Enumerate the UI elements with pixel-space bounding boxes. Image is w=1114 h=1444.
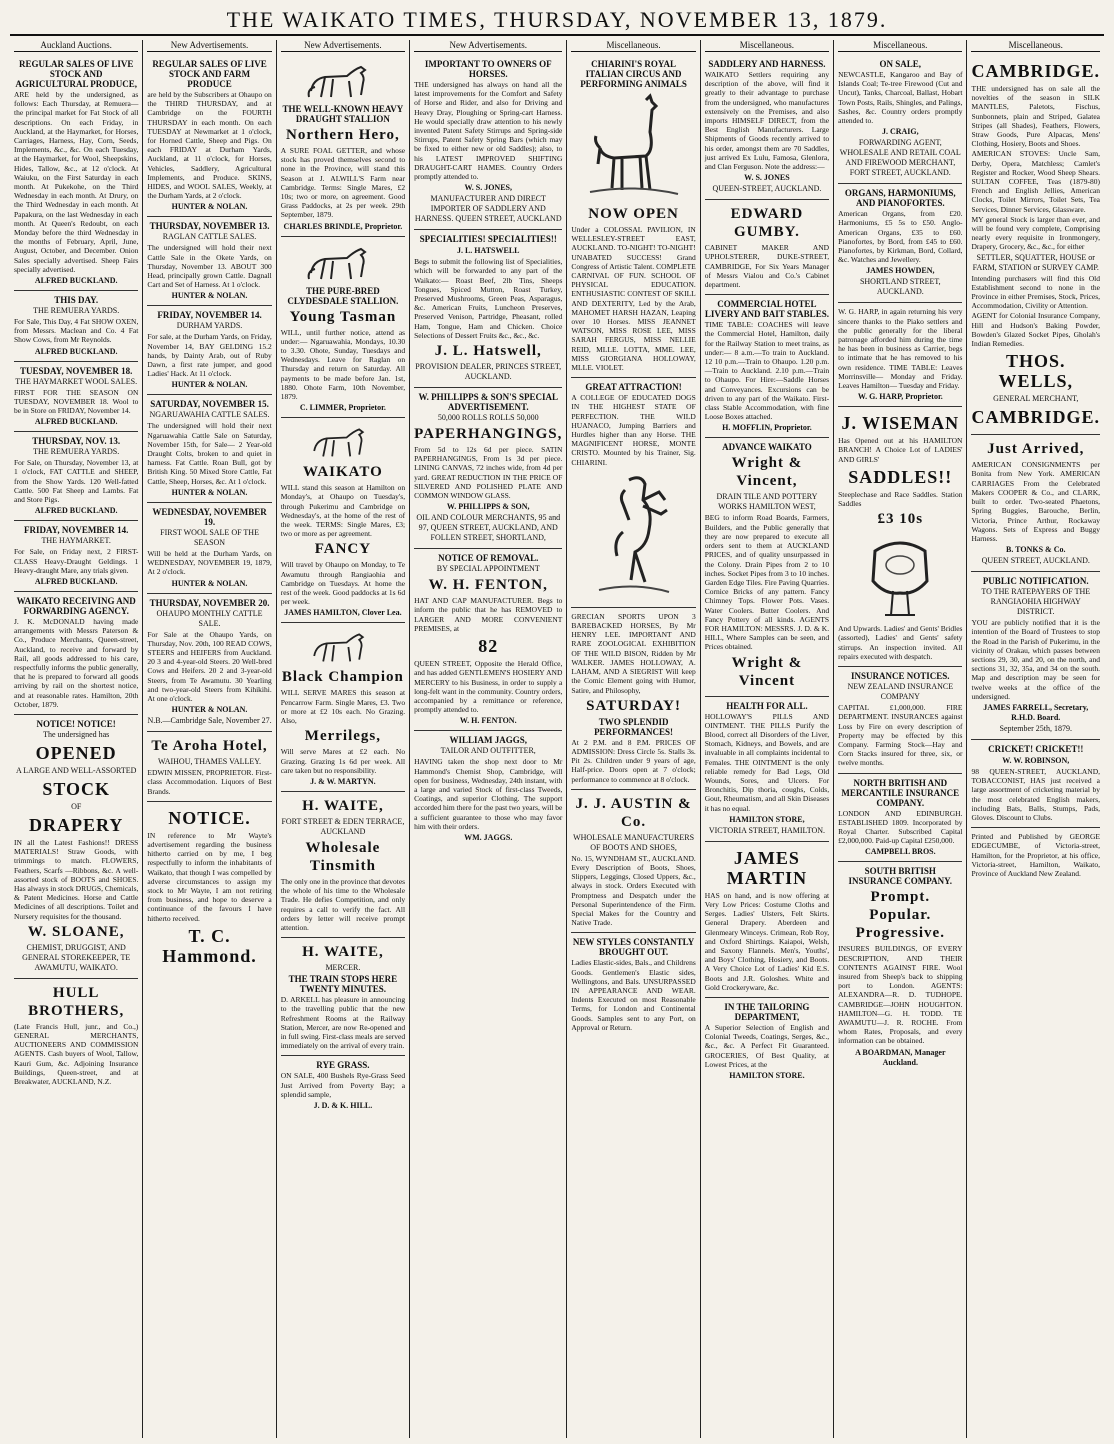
advertisement [971,572,1100,740]
ad-display-line: FANCY [314,541,372,558]
ad-signature: HUNTER & NOLAN. [171,380,248,390]
advertisement [838,184,962,303]
advertisement [971,740,1100,828]
ad-signature: JAMES HAMILTON, Clover Lea. [284,608,402,618]
advertisement [14,979,138,1091]
ad-text: QUEEN STREET, Opposite the Herald Office, and has added GENTLEMEN'S HOSIERY AND MERCERY to his Business, in order to supply a long-felt want in the community. Country orders, accompanied by a remittance or reference, promptly attended to. [414,659,563,715]
ad-subtitle: MANUFACTURER AND DIRECT IMPORTER OF SADDLERY AND HARNESS. QUEEN STREET, AUCKLAND [414,194,562,224]
ad-title: THE WELL-KNOWN HEAVY DRAUGHT STALLION [282,104,404,124]
advertisement [705,295,829,438]
ad-display-line: WAIKATO [303,464,383,481]
ad-title: NEW STYLES CONSTANTLY BROUGHT OUT. [572,937,695,958]
ad-signature: HUNTER & NOLAN. [171,487,248,497]
ad-title: CHIARINI'S ROYAL ITALIAN CIRCUS AND PERFORMING ANIMALS [580,59,687,89]
ad-text: WILL stand this season at Hamilton on Monday's, at Ohaupo on Tuesday's, through Pukerimu and Cambridge on Wednesday's, at the home of the rest of the week. TERMS: Single Mares, £3; two or more as per agreement. [280,483,406,539]
ad-text: ON SALE, 400 Bushels Rye-Grass Seed Just Arrived from Poverty Bay; a splendid sample, [280,1071,406,1099]
ad-signature: HAMILTON STORE. [729,1071,805,1081]
advertisement [147,306,271,395]
ad-text: MY general Stock is larger than ever, and will be found very complete, Comprising nearly every requisite in Ironmongery, Drapery, Grocery, &c., &c., for either [971,214,1100,252]
ad-subtitle: The undersigned has [43,729,110,739]
ad-subtitle: OIL AND COLOUR MERCHANTS, 95 and 97, QUEEN STREET, AUCKLAND, AND FOLLEN STREET, SHORTLAND, [416,513,561,543]
ad-display-line: £3 10s [877,511,924,528]
ad-display-line: NOTICE. [168,807,251,828]
llama-engraving-icon [584,92,684,202]
ad-text: ARE held by the undersigned, as follows: Each Thursday, at Remuera—the principal market for Fat Stock of all descriptions. On each Friday, in Auckland, at the Haymarket, for Horses, Carriages, Harness, Hay, Corn, Seeds, Implements, &c., &c. On each Tuesday, at the Haymarket, for Wool, Sheepskins, Hides, Tallow, &c., at 12 o'clock. At Waiuku, on the First Saturday in each month. At Pukekohe, on the Third Wednesday in each month. At Drury, on the Third Wednesday in each month. At Papakura, on the last Wednesday in each month. At Queen's Redoubt, on each Monday before the third Wednesday in the months of February, April, June, August, October, and December. Onion Sales specially advertised. Sheep Fairs specially advertised. [14,90,139,274]
ad-title: THE TRAIN STOPS HERE TWENTY MINUTES. [288,974,398,995]
advertisement [414,55,562,230]
ad-text: A Superior Selection of English and Colonial Tweeds, Coatings, Serges, &c., &c., &c. A Perfect Fit Guaranteed. GROCERIES, Of Best Quality, at Lowest Prices, at the [704,1023,830,1069]
ad-text: AGENT for Colonial Insurance Company, Hill and Hudson's Baking Powder, Bowden's Glazed Socket Pipes, Gholah's Indian Remedies. [971,311,1100,349]
ad-display-line: THOS. WELLS, [998,351,1073,392]
ad-text: CABINET MAKER AND UPHOLSTERER, DUKE-STREET, CAMBRIDGE, For Six Years Manager of Messrs Vialou and Co.'s Cabinet department. [704,243,830,290]
ad-subtitle: OHAUPO MONTHLY CATTLE SALE. [156,608,263,628]
ad-title: NOTICE! NOTICE! [36,718,116,729]
ad-text: AMERICAN CONSIGNMENTS per Bonita from New York. AMERICAN CARRIAGES From the Celebrated Makers COOPER & Co., and CLARK, built to order. Two-seated Phaetons, Spring Buggies, Barouche, Berlin, Victoria, Prince Arthur, Rockaway Wagons. Sets of Express and Buggy Harness. [971,460,1100,543]
ad-text: CAPITAL £1,000,000. FIRE DEPARTMENT. INSURANCES against Loss by Fire on every description of Property may be effected by this Company. Farming Stock—Hay and Corn Stacks insured for three, six, or twelve months. [838,703,963,768]
horse-engraving-icon [303,243,383,283]
ad-title: SATURDAY, NOVEMBER 15. [150,399,269,410]
ad-display-line: H. WAITE, [302,944,384,961]
ad-title: WILLIAM JAGGS, [449,735,527,746]
ad-text: Ladies Elastic-sides, Bals., and Childrens Goods. Gentlemen's Elastic sides, Wellingtons, and Bals. UNSURPASSED IN APPEARANCE AND WEAR. Indents Executed on most Reasonable Terms, for London and Continental Goods. Samples sent to any Port, on Approval or Return. [571,958,696,1032]
rearing-horse-engraving-icon [589,470,679,600]
ad-signature: HUNTER & NOLAN. [171,202,248,212]
ad-text: Will serve Mares at £2 each. No Grazing. Grazing 1s 6d per week. All care taken but no responsibility. [280,747,406,775]
ad-subtitle: TO THE RATEPAYERS OF THE RANGIAOHIA HIGHWAY DISTRICT. [981,587,1091,617]
ad-note: N.B.—Cambridge Sale, November 27. [147,716,272,726]
ad-title: THURSDAY, NOVEMBER 20. [149,597,270,608]
ad-subtitle: BY SPECIAL APPOINTMENT [436,564,540,574]
ad-display-line: Wholesale Tinsmith [305,839,381,874]
advertisement [571,933,695,1037]
ad-display-line: PAPERHANGINGS, [414,426,563,443]
ad-title: SPECIALITIES! SPECIALITIES!! [419,234,557,245]
ad-text: TIME TABLE: COACHES will leave the Commercial Hotel, Hamilton, daily for the Railway Station to meet trains, as under:— 8 a.m.—To train to Auckland. 12 10 p.m.—Train to Ohaupo. 1.20 p.m.—Train to Auckland. 2.10 p.m.—Train to Ohaupo. For Hire:—Saddle Horses and Conveyances. Excursions can be driven to any part of the Waikato. First-class Stable Accommodation, with fine Loose Boxes attached. [704,320,830,422]
ad-title: THURSDAY, NOVEMBER 13. [149,221,270,232]
advertisement [414,731,562,847]
ad-subtitle: THE REMUERA YARDS. [33,306,120,316]
advertisement [147,732,271,802]
ad-text: A COLLEGE OF EDUCATED DOGS IN THE HIGHEST STATE OF PERFECTION. THE WILD HUANACO, Jumping Barriers and Hurdles higher than any Horse. THE MAGNIFICENT HORSE, MONTE CRISTO. Mounted by his Trainer, Sig. CHIARINI. [571,393,696,467]
ad-subtitle: DURHAM YARDS. [176,321,243,331]
ad-title: THURSDAY, NOV. 13. [32,436,121,447]
advertisement [705,842,829,998]
ad-title: INSURANCE NOTICES. [851,671,950,682]
column-heading: New Advertisements. [147,40,271,52]
ad-signature: ALFRED BUCKLAND. [34,576,118,586]
ad-title: SOUTH BRITISH INSURANCE COMPANY. [848,866,953,887]
ad-text: J. K. McDONALD having made arrangements with Messrs Paterson & Co., Produce Merchants, Queen-street, Auckland, to receive and forward by Rail, all goods addressed to his care, respectfully informs the public generally, that he is prepared to forward all goods arriving by rail on the shortest notice, and at reasonable rates. Hamilton, 20th October, 1879. [14,616,139,709]
advertisement [14,521,138,592]
column-heading: Miscellaneous. [571,40,695,52]
ad-display-line: HULL BROTHERS, [28,984,125,1019]
ad-signature: CAMPBELL BROS. [864,847,936,857]
advertisement [971,55,1100,435]
ad-title: HEALTH FOR ALL. [726,700,808,711]
ad-subtitle: CHEMIST, DRUGGIST, AND GENERAL STOREKEEPER, TE AWAMUTU, WAIKATO. [22,942,131,972]
ad-signature: JAMES FARRELL, Secretary, R.H.D. Board. [983,702,1089,722]
ad-signature: J. D. & K. HILL. [313,1100,373,1110]
ad-note: September 25th, 1879. [999,723,1072,733]
ad-text: 98 QUEEN-STREET, AUCKLAND, TOBACCONIST, HAS just received a large assortment of cricketing material by the most celebrated English makers, including Bats, Balls, Stumps, Pads, Gloves. Discount to Clubs. [971,766,1100,822]
ad-title: THE PURE-BRED CLYDESDALE STALLION. [287,285,399,306]
ad-text: HOLLOWAY'S PILLS AND OINTMENT. THE PILLS Purify the Blood, correct all Disorders of the Liver, Stomach, Kidneys, and Bowels, and are invaluable in all complaints incidental to Females. THE OINTMENT is the only reliable remedy for Bad Legs, Old Wounds, Sores, and Ulcers. For Bronchitis, Dip thoria, coughs, Colds, Gout, Rheumatism, and all Skin Diseases it has no equal. [704,711,830,813]
ad-text: For Sale at the Ohaupo Yards, on Thursday, Nov. 20th, 100 READ COWS, STEERS and HEIFERS from Auckland. 20 3 and 4-year-old Steers. 20 Well-bred Cows and Heifers. 20 2 and 3-year-old Steers, from Te Awamutu. 30 Yearling and two-year-old Steers from Kihikihi. At one o'clock. [147,629,272,703]
ad-text: Under a COLOSSAL PAVILION, IN WELLESLEY-STREET EAST, AUCKLAND. TO-NIGHT! TO-NIGHT! UNABATED SUCCESS! Grand Congress of Artistic Talent. COMPLETE CARNIVAL OF FUN. SCHOOL OF PHYSICAL EDUCATION. ENTHUSIASTIC CONTEST OF SKILL AND DEXTERITY, Led by the Arab, MAHOMET HARSH HAZAN, Leaping over 10 Horses. MISS JEANNET WATSON, MISS ROSE LEE, MISS SARAH FERGUS, MISS NELLIE REID, MLLE. LOTTA, MME. LEE, MISS GIORGIANA HOLLOWAY, MLLE. VIOLET. [571,225,696,373]
ad-title: W. PHILLIPPS & SON'S SPECIAL ADVERTISEMENT. [418,392,558,413]
ad-subtitle: RAGLAN CATTLE SALES. [162,232,257,242]
column-4 [410,40,567,1438]
column-heading: Miscellaneous. [705,40,829,52]
masthead: THE WAIKATO TIMES, THURSDAY, NOVEMBER 13, 1879. [10,6,1104,36]
ad-display-line: SATURDAY! [586,697,681,714]
ad-title: NOTICE OF REMOVAL. [438,553,539,564]
ad-text: NEWCASTLE, Kangaroo and Bay of Islands Coal; Te-tree Firewood (Cut and Uncut), Tanks, Charcoal, Ballast, Hobart Town Posts, Rails, Shingles, and Palings, Sashes, &c. Country orders promptly attended to. [838,70,963,126]
advertisement [147,503,271,594]
ad-signature: W. G. HARP, Proprietor. [857,392,943,402]
ad-signature: J. L. HATSWELL [456,246,520,256]
horse-engraving-icon [303,629,383,665]
ad-subtitle: 50,000 ROLLS ROLLS 50,000 [437,413,539,423]
ad-text: The only one in the province that devotes the whole of his time to the Wholesale Trade. He defies Competition, and only requires a call to verify the fact. All orders by letter will receive prompt attention. [280,876,406,932]
advertisement [147,594,271,733]
column-5 [567,40,700,1438]
ad-subtitle: THE REMUERA YARDS. [33,447,120,457]
advertisement [281,938,405,1056]
ad-signature: JAMES HOWDEN, [866,266,935,276]
ad-display-line: Wright & Vincent, [731,455,803,490]
advertisement [281,237,405,419]
advertisement [14,592,138,715]
ad-text: Begs to submit the following list of Specialities, which will be forwarded to any part of the Waikato:— Roast Beef, 2lb Tins, Sheeps Tongues, Spiced Mutton, Roast Turkey, Preserved Mushrooms, Green Peas, Asparagus, &c. American Fruits, Luncheon Preserves, Preserved Venison, Partridge, Pheasant, rolled Ham, Tongue, Ham and Chicken. Choice Selections of Dessert Fruits &c., &c., &c. [414,257,563,340]
ad-text: (Late Francis Hull, junr., and Co.,) GENERAL MERCHANTS, AUCTIONEERS AND COMMISSION AGENTS. Cash buyers of Wool, Tallow, Kauri Gum, &c. Adjoining Insurance Buildings, Queen-street, and at Breakwater, AUCKLAND, N.Z. [14,1021,139,1086]
advertisement [147,55,271,217]
ad-title: SADDLERY AND HARNESS. [708,59,826,69]
column-8 [967,40,1104,1438]
ad-signature: HUNTER & NOLAN. [171,291,248,301]
ad-signature: J. CRAIG, [881,127,919,137]
advertisement [838,667,962,773]
ad-title: WAIKATO RECEIVING AND FORWARDING AGENCY. [16,595,136,616]
ad-text: IN reference to Mr Wayte's advertisement regarding the business hitherto carried on by me, I beg respectfully to inform the inhabitants of Waikato, that though I was compelled by adverse circumstances to assign my stock to Mr Wayte, I am not retiring from business, and hope to deserve a continuance of the favours I have hitherto received. [147,830,272,923]
advertisement [147,395,271,502]
advertisement [705,998,829,1085]
ad-display-line: Just Arrived, [987,441,1085,458]
ad-signature: ALFRED BUCKLAND. [34,506,118,516]
ad-subtitle: WAIHOU, THAMES VALLEY. [158,757,262,767]
ad-text: WAIKATO Settlers requiring any description of the above, will find it greatly to their advantage to purchase from the undersigned, who manufactures extensively on the Premises, and also imports HIMSELF DIRECT, from the Best English Manufacturers. Large Shipments of Goods recently arrived to his order, amongst them are 70 Saddles, just arrived Ex Lulu, Famosa, Glenlora, and Clan Ferguson. Note the address:— [704,70,830,172]
ad-display-line: CAMBRIDGE. [971,61,1100,81]
advertisement [571,55,695,378]
ad-display-line: STOCK [42,778,111,799]
ad-text: WILL SERVE MARES this season at Pencarrow Farm. Single Mares, £3. Two or more at £2 10s each. No Grazing. Also, [280,688,406,726]
ad-subtitle: SETTLER, SQUATTER, HOUSE or FARM, STATION or SURVEY CAMP. [972,252,1099,272]
ad-display-line: Young Tasman [289,308,397,325]
advertisement [705,55,829,200]
ad-display-line: SADDLES!! [848,466,953,487]
ad-signature: WM. JAGGS. [464,832,513,842]
ad-title: GREAT ATTRACTION! [585,382,682,393]
ad-display-line: NOW OPEN [588,206,679,222]
advertisement [571,608,695,790]
advertisement [281,623,405,791]
ad-title: WEDNESDAY, NOVEMBER 19. [152,506,267,527]
ad-subtitle: VICTORIA STREET, HAMILTON. [708,825,825,835]
advertisement [414,549,562,731]
ad-text: BEG to inform Road Boards, Farmers, Builders, and the Public generally that they are now prepared to execute all orders sent to them at AUCKLAND PRICES, and of quality unsurpassed in the Colony. Drain Pipes from 2 to 10 inches. Socket Pipes from 3 to 10 inches. Garden Edge Tiles. Fire Paving Quarries. Cornice Bricks of any pattern. Fancy Chimney Tops. Flower Pots. Vases. Water Coolers. Butter Coolers. And Fancy Pottery of all kinds. AGENTS FOR HAMILTON: MESSRS. J. D. & K. HILL, Where Samples can be seen, and Prices obtained. [704,513,830,652]
ad-display-line: Wright & Vincent [731,654,803,689]
ad-subtitle: MERCER. [325,963,361,973]
column-6 [701,40,834,1438]
ad-text: For Sale, This Day, 4 Fat SHOW OXEN, from Messrs. Maclean and Co. 4 Fat Show Cows, from Mr Reynolds. [14,317,139,345]
advertisement [838,55,962,184]
ad-title: ADVANCE WAIKATO [722,442,812,453]
ad-subtitle: WHOLESALE MANUFACTURERS OF BOOTS AND SHOES, [573,832,695,852]
advertisement [14,55,138,291]
ad-signature: ALFRED BUCKLAND. [34,417,118,427]
ad-title: REGULAR SALES OF LIVE STOCK AND AGRICULTURAL PRODUCE, [15,59,138,89]
ad-title: PUBLIC NOTIFICATION. [982,576,1089,587]
ad-display-line: J. J. AUSTIN & Co. [575,795,692,830]
advertisement [14,432,138,521]
imprint-text: Printed and Published by GEORGE EDGECUMBE, of Victoria-street, Hamilton, for the Proprietor, at his office, Victoria-street, Hamilton, Waikato, Province of Auckland New Zealand. [971,832,1100,878]
column-7 [834,40,967,1438]
ad-signature: W. W. ROBINSON, [1002,755,1070,765]
ad-text: At 2 P.M. and 8 P.M. PRICES OF ADMISSION: Dress Circle 5s. Stalls 3s. Pit 2s. Children under 9 years of age, Half-price. Doors open at 7 o'clock; performance to commence at 8 o'clock. [571,737,696,784]
ad-signature: B. TONKS & Co. [1005,545,1066,555]
ad-text: GRECIAN SPORTS UPON 3 BAREBACKED HORSES, By Mr HENRY LEE. IMPORTANT AND RARE ZOOLOGICAL EXHIBITION OF THE WILD BISON, Ridden by Mr WALKER. JAMES HOLLOWAY, A. LAHAM, AND A SIEGRIST Will keep the Comic Element going with Humor, Satire, and Philosophy, [571,611,696,695]
ad-subtitle: THE HAYMARKET. [41,536,111,546]
ad-text: Intending purchasers will find this Old Establishment second to none in the Province in either Premises, Stock, Prices, Accommodation, Civility or Attention. [971,273,1100,311]
ad-text: are held by the Subscribers at Ohaupo on the THIRD THURSDAY, and at Cambridge on the FOURTH THURSDAY in each month. On each TUESDAY at Newmarket at 1 o'clock, for Horned Cattle, Sheep and Pigs. On each FRIDAY at Durham Yards, Auckland, at 11 o'clock, for Horses, Vehicles, Saddlery, Agricultural Implements, and Produce. SKINS, HIDES, and WOOL SALES, Weekly, at the Durham Yards, at 2 o'clock. [147,90,272,201]
column-heading: Miscellaneous. [838,40,962,52]
ad-text: WILL, until further notice, attend as under:— Ngaruawahia, Mondays, 10.30 to 3.30. Ohote, Sunday, Tuesdays and Wednesdays. Leave for Raglan on Thursday and return on Saturday. All payments to be made before Jan. 1st, 1880. Ohote Farm, 10th November, 1879. [280,327,406,402]
advertisement [705,697,829,842]
advertisement [705,200,829,295]
ad-text: W. G. HARP, in again returning his very sincere thanks to the Piako settlers and the public generally for the liberal patronage afforded him during the time he has been in business as Carrier, begs to intimate that he has removed to his own residence. TIME TABLE: Leaves Morrinsville— Monday and Friday. Leaves Hamilton— Tuesday and Friday. [838,307,963,391]
ad-text: For Sale, on Thursday, November 13, at 1 o'clock, FAT CATTLE and SHEEP, from the Show Yards. 120 Well-fatted Cattle. 500 Fat Sheep and Lambs. Fat and Store Pigs. [14,458,139,505]
ad-subtitle: THE HAYMARKET WOOL SALES. [15,376,138,386]
ad-text: LONDON AND EDINBURGH. ESTABLISHED 1809. Incorporated by Royal Charter. Subscribed Capital £2,000,000. Paid-up Capital £250,000. [838,808,963,846]
ad-title: TUESDAY, NOVEMBER 18. [20,365,133,376]
column-heading: New Advertisements. [281,40,405,52]
ad-text: And Upwards. Ladies' and Gents' Bridles (assorted), Ladies' and Gents' safety stirrups. An inspection invited. All repairs executed with despatch. [838,624,963,661]
ad-text: D. ARKELL has pleasure in announcing to the travelling public that the new Refreshment Rooms at the Railway Station, Mercer, are now Re-opened and in full swing. First-class meals are served immediately on the arrival of every train. [280,995,406,1051]
ad-display-line: Northern Hero, [286,127,400,143]
ad-text: No. 15, WYNDHAM ST., AUCKLAND. Every Description of Boots, Shoes, Slippers, Leggings, Closed Uppers, &c., always in stock. Orders Executed with Promptness and Despatch under the Personal Superintendence of the Firm. Special Makes for the Country and Native Trade. [571,853,696,928]
ad-text: A SURE FOAL GETTER, and whose stock has proved themselves second to none in the Province, will stand this Season at J. ALWILL'S Farm near Cambridge. Terms: Single Mares, £2 10s; two or more, on agreement. Good Grass Paddocks, at 2s per week. 29th September, 1879. [280,146,406,220]
ad-display-line: W. H. FENTON, [428,577,548,594]
ad-display-line: EDWARD GUMBY. [730,206,804,241]
ad-subtitle: NEW ZEALAND INSURANCE COMPANY [847,682,954,702]
ad-subtitle: NGARUAWAHIA CATTLE SALES. [149,410,270,420]
ad-text: AMERICAN STOVES: Uncle Sam, Derby, Opera, Matchless; Camlet's Register and Rocker, Wood Sheep Shears. SULTAN COFFEE, Teas (1879-80) French and English Jellies, American Clocks, Toilet Mirrors, Toilet Sets, Tea Services, Dinner Services, Glassware. [971,149,1100,214]
ad-subtitle: QUEEN-STREET, AUCKLAND. [712,184,822,194]
ad-title: IMPORTANT TO OWNERS OF HORSES. [424,59,552,79]
ad-title: CRICKET! CRICKET!! [988,743,1084,754]
ad-text: FIRST FOR THE SEASON ON TUESDAY, NOVEMBER 18. Wool to be in Store on FRIDAY, November 14. [14,387,139,416]
column-3 [277,40,410,1438]
ad-subtitle: FORWARDING AGENT, WHOLESALE AND RETAIL COAL AND FIREWOOD MERCHANT, FORT STREET, AUCKLAND. [839,138,961,178]
column-2 [143,40,276,1438]
ad-display-line: Black Champion [281,669,404,686]
ad-text: HAVING taken the shop next door to Mr Hammond's Chemist Shop, Cambridge, will open for business, Wednesday, 24th instant, with a large and varied Stock of first-class Tweeds, Coatings, and superior Clothing. The support accorded him there for the past two years, will be a sufficient guarantee to those who may favor him with their orders. [414,757,563,831]
ad-signature: HUNTER & NOLAN. [171,578,248,588]
ad-title: FRIDAY, NOVEMBER 14. [24,525,129,536]
ad-text: American Organs, from £20. Harmoniums, £5 5s to £50. Anglo-American Organs, £35 to £60. Pianofortes, by Bord, from £45 to £60. Pianofortes, by Kirkman, Bord, Collard, &c. Watches and Jewellery. [838,209,963,265]
ad-subtitle: GENERAL MERCHANT, [993,394,1079,404]
ad-title: TWO SPLENDID PERFORMANCES! [594,716,674,737]
advertisement [838,862,962,1071]
advertisement [838,774,962,863]
column-heading: Miscellaneous. [971,40,1100,52]
ad-text: Steeplechase and Race Saddles. Station Saddles [838,489,963,509]
columns [10,40,1104,1438]
ad-title: REGULAR SALES OF LIVE STOCK AND FARM PRODUCE [152,59,267,89]
ad-title: IN THE TAILORING DEPARTMENT, [724,1002,810,1022]
ad-text: YOU are publicly notified that it is the intention of the Board of Trustees to stop the Road in the Parish of Pukerimu, in the vicinity of Orakau, which passes between sections 29, 30, and 20, on the north, and sections 31, 32, 35a, and 34 on the south. Map and description may be seen for twelve weeks at the office of the undersigned. [971,618,1100,701]
advertisement [571,378,695,608]
advertisement [281,418,405,623]
column-heading: Auckland Auctions. [14,40,138,52]
ad-display-line: J. L. Hatswell, [434,343,542,360]
ad-signature: ALFRED BUCKLAND. [34,346,118,356]
ad-signature: H. MOFFLIN, Proprietor. [722,423,812,433]
ad-signature: ALFRED BUCKLAND. [34,276,118,286]
ad-subtitle: SHORTLAND STREET, AUCKLAND. [859,277,941,297]
advertisement [147,802,271,973]
saddle-engraving-icon [855,531,945,621]
ad-text: HAS on hand, and is now offering at Very Low Prices: Costume Cloths and Serges. Ladies' Ulsters, Felt Skirts. General Drapery. Aberdeen and Glenmeary Winceys. Crimean, Rob Roy, and Oxford Shirtings. Kaiapoi, Welsh, and Saxony Flannels. Men's, Youths', and Boys' Clothing, Hosiery, and Boots. A Very Choice Lot of Ladies' Kid E.S. Boots and J.R. Goloshes. White and Gold Crockeryware, &c. [704,890,830,992]
ad-title: THIS DAY. [54,295,99,306]
ad-subtitle: QUEEN STREET, AUCKLAND. [981,556,1090,566]
horse-engraving-icon [303,61,383,101]
ad-text: The undersigned will hold their next Cattle Sale in the Okete Yards, on Thursday, November 13. ABOUT 300 Head, principally grown Cattle. Dagnall Cart and Set of Harness. At 1 o'clock. [147,243,272,290]
ad-title: COMMERCIAL HOTEL LIVERY AND BAIT STABLES. [704,299,829,320]
ad-signature: W. S. JONES, [464,183,512,193]
advertisement [14,362,138,433]
advertisement [281,55,405,237]
ad-title: NORTH BRITISH AND MERCANTILE INSURANCE COMPANY. [841,777,960,808]
ad-title: RYE GRASS. [316,1060,370,1071]
advertisement [838,303,962,407]
ad-subtitle: DRAIN TILE AND POTTERY WORKS HAMILTON WEST, [716,492,818,512]
ad-text: THE undersigned has on sale all the novelties of the season in SILK MANTLES, Paletots, Fischus, Sunbonnets, plain and Striped, Galatea Stripes (all Shades), Feathers, Flowers, Straw Goods, Pure Alpacas, Mens' Clothing, Hosiery, Boots and Shoes. [971,84,1100,149]
advertisement [971,435,1100,572]
ad-title: FRIDAY, NOVEMBER 14. [157,310,262,321]
ad-signature: W. PHILLIPPS & SON, [446,502,530,512]
ad-display-line: 82 [478,636,499,657]
ad-display-line: Te Aroha Hotel, [151,738,268,755]
ad-title: ON SALE, [879,59,922,69]
ad-display-line: H. WAITE, [302,797,384,814]
ad-text: From 5d to 12s 6d per piece. SATIN PAPERHANGINGS, From 1s 3d per piece. LINING CANVAS, 72 inches wide, from 4d per yard. GREAT REDUCTION IN THE PRICE OF SILVERED AND POLISHED PLATE AND COMMON WINDOW GLASS. [414,445,563,501]
column-heading: New Advertisements. [414,40,562,52]
ad-display-line: Merrilegs, [304,728,381,745]
ad-signature: A BOARDMAN, Manager Auckland. [855,1047,946,1067]
horse-engraving-icon [303,424,383,460]
ad-display-line: Prompt. Popular. Progressive. [855,889,945,942]
advertisement [281,792,405,938]
advertisement [571,790,695,934]
ad-text: IN all the Latest Fashions!! DRESS MATERIALS! Straw Goods, with trimmings to match. FLOWERS, Feathers, Scarfs —Ribbons, &c. A well-assorted stock of BOOTS and SHOES. Has always in stock DRUGS, Chemicals, & Patent Medicines. Horse and Cattle Medicines of all descriptions. Toilet and Nursery requisites for the thousand. [14,837,139,921]
ad-signature: C. LIMMER, Proprietor. [299,403,386,413]
ad-subtitle: TAILOR AND OUTFITTER, [440,746,536,756]
ad-title: ORGANS, HARMONIUMS, AND PIANOFORTES. [844,188,956,209]
ad-signature: CHARLES BRINDLE, Proprietor. [283,221,403,231]
advertisement [838,407,962,667]
ad-subtitle: A LARGE AND WELL-ASSORTED [15,765,137,775]
ad-display-line: CAMBRIDGE. [971,407,1100,428]
ad-display-line: DRAPERY [28,814,124,835]
imprint [971,828,1100,883]
ad-display-line: J. WISEMAN [841,413,960,434]
ad-text: THE undersigned has always on hand all the latest improvements for the Comfort and Safety of Horse and Rider, and also for Driving and Heavy Dray, Ploughing or Spring-cart Harness. He would specially draw attention to his newly invented Patent Safety Stirrups and Spring-side Stirrups, Patent Safety Spring Bars (which may be fixed to either new or old Saddles); also, to his LATEST IMPROVED SHIFTING DRAUGHT-CART HAMES. Country Orders promptly attended to. [414,80,563,182]
ad-text: Will be held at the Durham Yards, on WEDNESDAY, NOVEMBER 19, 1879, At 2 o'clock. [147,548,272,577]
ad-subtitle: PROVISION DEALER, PRINCES STREET, AUCKLAND. [415,362,562,382]
advertisement [705,438,829,696]
ad-text: Will travel by Ohaupo on Monday, to Te Awamutu through Rangiaohia and Cambridge on Tuesdays. At home the rest of the week. Good paddocks at 1s 6d per week. [280,560,406,607]
ad-subtitle: FORT STREET & EDEN TERRACE, AUCKLAND [281,816,405,836]
ad-text: EDWIN MISSEN, PROPRIETOR. First-class Accommodation. Liquors of Best Brands. [147,768,272,796]
ad-subtitle: OF [71,801,82,811]
ad-subtitle: FIRST WOOL SALE OF THE SEASON [160,527,259,547]
ad-text: For Sale, on Friday next, 2 FIRST-CLASS Heavy-Draught Geldings. 1 Heavy-draught Mare, any trials given. [14,547,139,575]
advertisement [14,715,138,979]
ad-display-line: OPENED [35,742,117,763]
column-1 [10,40,143,1438]
ad-signature: W. H. FENTON. [459,716,517,726]
advertisement [281,1056,405,1115]
ad-text: Has Opened out at his HAMILTON BRANCH! A Choice Lot of LADIES' AND GIRLS' [838,436,963,464]
ad-display-line: W. SLOANE, [27,923,125,940]
ad-text: INSURES BUILDINGS, OF EVERY DESCRIPTION, AND THEIR CONTENTS AGAINST FIRE. Wool insured from Sheep's back to shipping port to London. AGENTS: ALEXANDRA—R. D. TUDHOPE. CAMBRIDGE—JOHN HOUGHTON. HAMILTON—G. H. TODD. TE AWAMUTU—J. R. ROCHE. From whom Rates, Proposals, and every information can be obtained. [838,944,963,1046]
advertisement [414,388,562,549]
ad-signature: HAMILTON STORE, [729,814,805,824]
ad-signature: J. & W. MARTYN. [310,776,376,786]
ad-signature: W. S. JONES [744,173,790,183]
ad-text: The undersigned will hold their next Ngaruawahia Cattle Sale on Saturday, November 15th, for Sale— 2 Year-old Draught Colts, broken to and quiet in harness. Fat Cattle. Roan Bull, got by British King. 50 Mixed Store Cattle, Fat Cattle, Sheep, Horses, &c. At 1 o'clock. [147,421,272,486]
ad-display-line: JAMES MARTIN [726,847,808,888]
ad-text: HAT AND CAP MANUFACTURER. Begs to inform the public that he has REMOVED to LARGER AND MORE CONVENIENT PREMISES, at [414,596,563,633]
advertisement [14,291,138,362]
ad-display-line: T. C. Hammond. [162,925,257,966]
ad-text: For sale, at the Durham Yards, on Friday, November 14, BAY GELDING 15.2 hands, by Dainty Arab, out of Ruby Dawn, a first rate jumper, and good Ladies' Hack. At 11 o'clock. [147,332,272,379]
advertisement [414,230,562,388]
advertisement [147,217,271,306]
ad-signature: HUNTER & NOLAN. [171,705,248,715]
